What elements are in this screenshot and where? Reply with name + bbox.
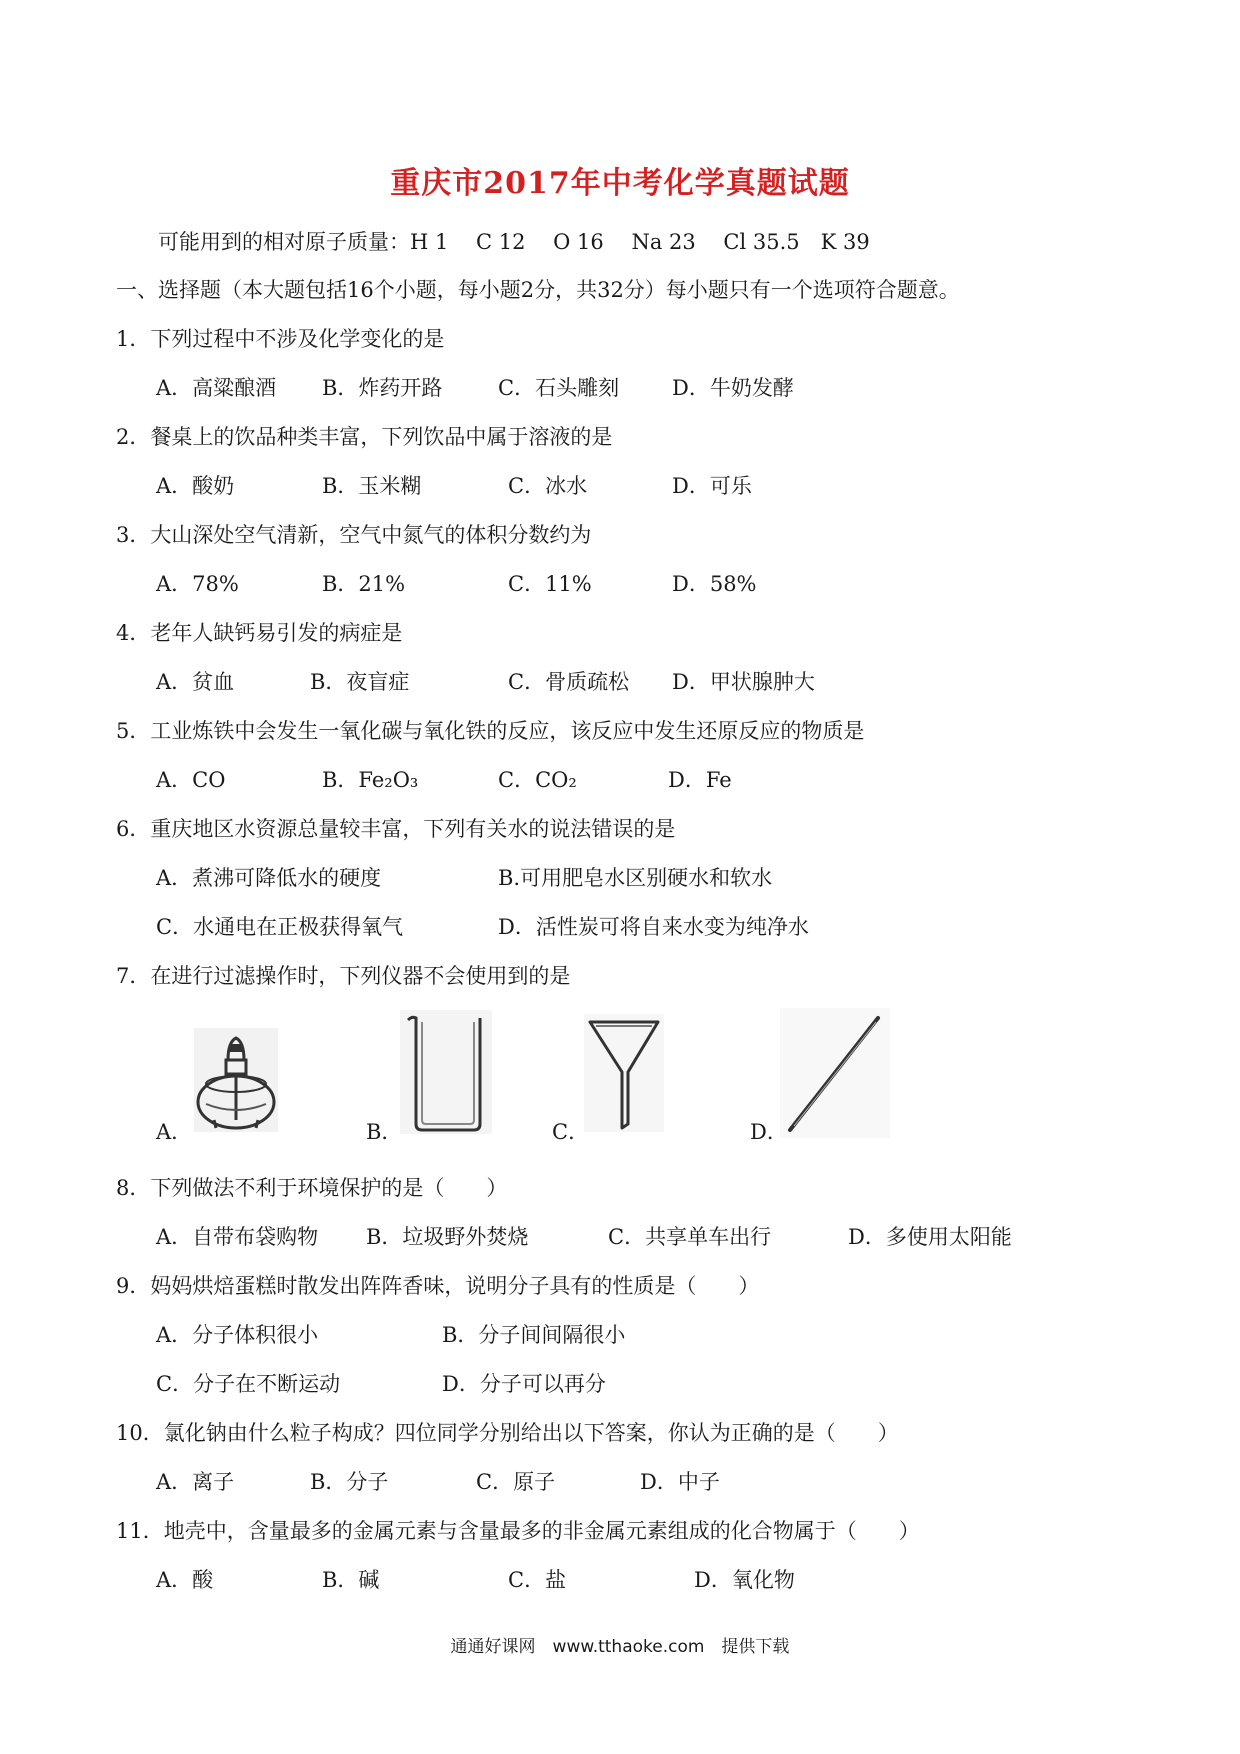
option-b: B．炸药开路 <box>322 376 443 400</box>
option-c: C．骨质疏松 <box>508 670 630 694</box>
question-stem: 6．重庆地区水资源总量较丰富，下列有关水的说法错误的是 <box>116 817 676 841</box>
option-d: D． <box>750 1120 788 1144</box>
option-a: A．CO <box>156 768 226 792</box>
option-b: B．碱 <box>322 1568 380 1592</box>
option-b: B.可用肥皂水区别硬水和软水 <box>498 866 773 890</box>
question-stem: 1．下列过程中不涉及化学变化的是 <box>116 327 445 351</box>
option-b: B．垃圾野外焚烧 <box>366 1225 529 1249</box>
question-stem: 3．大山深处空气清新，空气中氮气的体积分数约为 <box>116 523 592 547</box>
option-a: A．酸 <box>156 1568 214 1592</box>
option-c: C．水通电在正极获得氧气 <box>156 915 404 939</box>
beaker-icon <box>398 1008 494 1136</box>
alcohol-lamp-icon <box>186 1020 286 1135</box>
option-a: A．高粱酿酒 <box>156 376 277 400</box>
option-b: B．分子间间隔很小 <box>442 1323 626 1347</box>
page-title: 重庆市2017年中考化学真题试题 <box>390 166 850 201</box>
option-a: A． <box>156 1120 193 1144</box>
option-a: A．分子体积很小 <box>156 1323 319 1347</box>
option-d: D．牛奶发酵 <box>672 376 794 400</box>
option-c: C．盐 <box>508 1568 567 1592</box>
option-d: D．氧化物 <box>694 1568 795 1592</box>
page-footer: 通通好课网 www.tthaoke.com 提供下载 <box>450 1637 790 1657</box>
option-c: C．石头雕刻 <box>498 376 620 400</box>
option-c: C． <box>552 1120 590 1144</box>
option-a: A．离子 <box>156 1470 235 1494</box>
question-stem: 10．氯化钠由什么粒子构成？四位同学分别给出以下答案，你认为正确的是（ ） <box>116 1421 899 1445</box>
option-c: C．分子在不断运动 <box>156 1372 341 1396</box>
question-stem: 5．工业炼铁中会发生一氧化碳与氧化铁的反应，该反应中发生还原反应的物质是 <box>116 719 865 743</box>
option-c: C．CO₂ <box>498 768 577 792</box>
option-d: D．甲状腺肿大 <box>672 670 815 694</box>
question-stem: 7．在进行过滤操作时，下列仪器不会使用到的是 <box>116 964 571 988</box>
funnel-icon <box>584 1014 664 1132</box>
option-b: B．Fe₂O₃ <box>322 768 419 792</box>
option-a: A．自带布袋购物 <box>156 1225 319 1249</box>
question-stem: 2．餐桌上的饮品种类丰富，下列饮品中属于溶液的是 <box>116 425 613 449</box>
option-b: B．玉米糊 <box>322 474 422 498</box>
option-d: D．Fe <box>668 768 732 792</box>
option-c: C．11% <box>508 572 592 596</box>
option-a: A．78% <box>156 572 239 596</box>
glass-rod-icon <box>780 1008 890 1138</box>
option-b: B．夜盲症 <box>310 670 410 694</box>
option-c: C．冰水 <box>508 474 588 498</box>
option-d: D．分子可以再分 <box>442 1372 606 1396</box>
option-c: C．共享单车出行 <box>608 1225 772 1249</box>
option-b: B．分子 <box>310 1470 389 1494</box>
option-a: A．贫血 <box>156 670 235 694</box>
question-stem: 11．地壳中，含量最多的金属元素与含量最多的非金属元素组成的化合物属于（ ） <box>116 1519 920 1543</box>
section-heading: 一、选择题（本大题包括16个小题，每小题2分，共32分）每小题只有一个选项符合题意。 <box>116 278 960 302</box>
question-stem: 8．下列做法不利于环境保护的是（ ） <box>116 1176 508 1200</box>
option-d: D．中子 <box>640 1470 720 1494</box>
option-c: C．原子 <box>476 1470 556 1494</box>
option-d: D．活性炭可将自来水变为纯净水 <box>498 915 809 939</box>
option-b: B．21% <box>322 572 406 596</box>
option-a: A．煮沸可降低水的硬度 <box>156 866 382 890</box>
option-a: A．酸奶 <box>156 474 235 498</box>
atomic-masses-line: 可能用到的相对原子质量：H 1 C 12 O 16 Na 23 Cl 35.5 K 39 <box>158 230 870 254</box>
question-stem: 9．妈妈烘焙蛋糕时散发出阵阵香味，说明分子具有的性质是（ ） <box>116 1274 760 1298</box>
question-stem: 4．老年人缺钙易引发的病症是 <box>116 621 403 645</box>
option-d: D．多使用太阳能 <box>848 1225 1012 1249</box>
option-b: B． <box>366 1120 403 1144</box>
option-d: D．58% <box>672 572 757 596</box>
option-d: D．可乐 <box>672 474 752 498</box>
